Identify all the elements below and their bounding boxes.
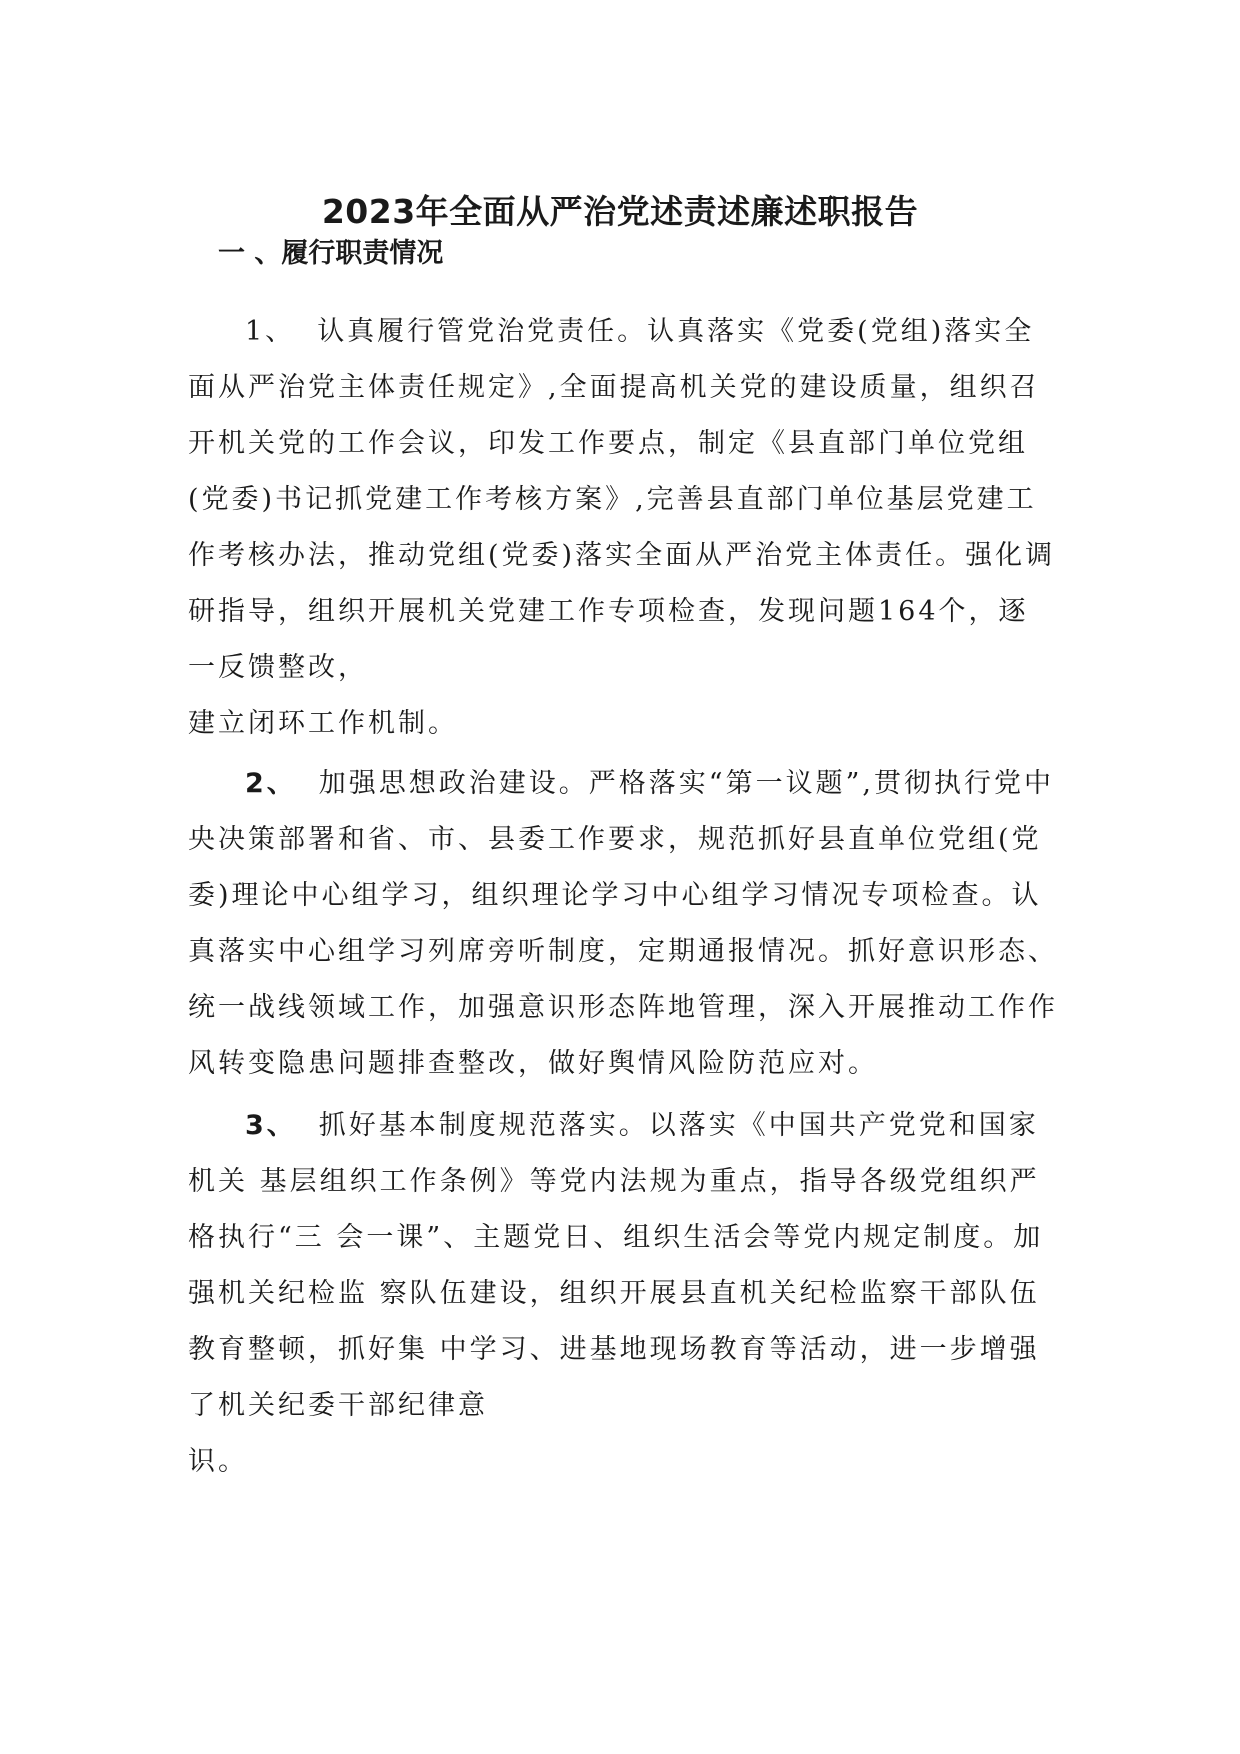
paragraph-1-body: 认真履行管党治党责任。认真落实《党委(党组)落实全面从严治党主体责任规定》,全面提高机关党的建设质量，组织召开机关党的工作会议，印发工作要点，制定《县直部门单位党组(党委)书记抓党建工作考核方案》,完善县直部门单位基层党建工作考核办法，推动党组(党委)落实全面从严治党主体责任。强化调研指导，组织开展机关党建工作专项检查，发现问题164个，逐一反馈整改， [188, 316, 1056, 683]
section-heading: 一 、履行职责情况 [218, 238, 444, 269]
paragraph-3-tail: 识。 [188, 1446, 248, 1477]
document-title: 2023年全面从严治党述责述廉述职报告 [321, 192, 919, 231]
paragraph-3-body: 抓好基本制度规范落实。以落实《中国共产党党和国家机关 基层组织工作条例》等党内法规为重点，指导各级党组织严格执行“三 会一课”、主题党日、组织生活会等党内规定制度。加强机关纪检监 察队伍建设，组织开展县直机关纪检监察干部队伍教育整顿，抓好集 中学习、进基地现场教育等活动，进一步增强了机关纪委干部纪律意 [188, 1110, 1044, 1421]
paragraph-2-body: 加强思想政治建设。严格落实“第一议题”,贯彻执行党中央决策部署和省、市、县委工作要求，规范抓好县直单位党组(党委)理论中心组学习，组织理论学习中心组学习情况专项检查。认真落实中心组学习列席旁听制度，定期通报情况。抓好意识形态、统一战线领域工作，加强意识形态阵地管理，深入开展推动工作作风转变隐患问题排查整改，做好舆情风险防范应对。 [188, 768, 1058, 1079]
paragraph-2-number: 2、 [245, 768, 297, 799]
paragraph-3 [188, 1098, 1058, 1490]
paragraph-1-number: 1、 [245, 316, 296, 347]
paragraph-1 [188, 304, 1058, 752]
paragraph-2 [188, 756, 1058, 1092]
paragraph-3-number: 3、 [245, 1110, 297, 1141]
paragraph-1-tail: 建立闭环工作机制。 [188, 708, 458, 739]
